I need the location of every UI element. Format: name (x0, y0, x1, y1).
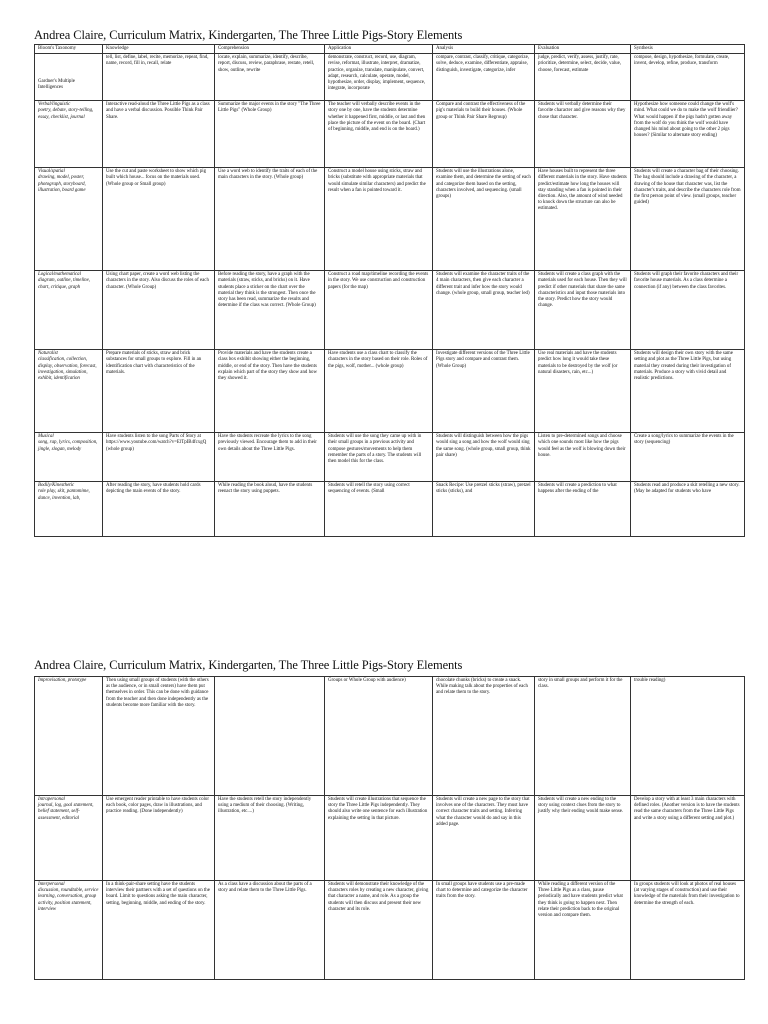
header-evaluation: Evaluation (535, 45, 631, 54)
cell-analysis: Investigate different versions of the Three Little Pigs story and compare and contrast them. (Whole Group) (433, 350, 535, 433)
cell-comprehension: Use a word web to identify the traits of each of the main characters in the story. (Whole group) (215, 168, 325, 271)
cell-synthesis: Students will design their own story with the same setting and plot as the Three Little Pigs, but using material they created during their investigation of materials. Produce a story with vivid detail and realistic predictions. (631, 350, 745, 433)
cell-application: Construct a road map/timeline recording the events in the story. We use construction and construction papers (for the map) (325, 271, 433, 350)
curriculum-matrix-table (34, 44, 745, 537)
cell-synthesis: Create a song/lyrics to summarize the events in the story (sequencing) (631, 433, 745, 482)
cell-analysis: Students will create a new page to the story that involves one of the characters. They must have correct character traits and setting. Inferring what the character would do and say in this added page. (433, 796, 535, 881)
verbs-analysis: compare, contrast, classify, critique, categorize, solve, deduce, examine, differentiate, appraise, distinguish, investigate, categorize, infer (433, 54, 535, 101)
header-taxonomy: Bloom's Taxonomy (35, 45, 103, 54)
curriculum-matrix-table (34, 676, 745, 980)
cell-evaluation: story in small groups and perform it for the class. (535, 677, 631, 796)
cell-knowledge: Then using small groups of students (with the others as the audience, or in small centers) have them put themselves in order. This can be done with guidance from the teacher and then done independently as the students become more familiar with the story. (103, 677, 215, 796)
cell-comprehension: Have the students recreate the lyrics to the song previously viewed. Encourage them to add in their own details about the Three Little Pigs. (215, 433, 325, 482)
cell-knowledge: Prepare materials of sticks, straw and brick substances for small groups to explore. Fill in an identification chart with characteristics of the materials. (103, 350, 215, 433)
intelligence-label: Interpersonal discussion, roundtable, service learning, conversation, group activity, position statement, interview (35, 881, 103, 980)
cell-knowledge: Interactive read-aloud the Three Little Pigs as a class and have a verbal discussion. Possible Think Pair Share. (103, 101, 215, 168)
table-row (35, 796, 745, 881)
cell-analysis: Students will distinguish between how the pigs would sing a song and how the wolf would sing the same song. (whole group, small group, think pair share) (433, 433, 535, 482)
table-row (35, 433, 745, 482)
intelligence-label: Improvisation, prototype (35, 677, 103, 796)
cell-comprehension (215, 677, 325, 796)
header-application: Application (325, 45, 433, 54)
cell-analysis: Compare and contrast the effectiveness of the pig's materials to build their houses. (Whole group or Think Pair Share Regroup) (433, 101, 535, 168)
header-row (35, 45, 745, 54)
cell-comprehension: Provide materials and have the students create a class box exhibit showing either the beginning, middle, or end of the story. Then have the students explain which part of the story they show and how they showed it. (215, 350, 325, 433)
cell-comprehension: Have the students retell the story independently using a medium of their choosing. (Writing, illustration, etc....) (215, 796, 325, 881)
header-analysis: Analysis (433, 45, 535, 54)
cell-knowledge: Use emergent reader printable to have students color each book, color pages, draw in illustrations, and practice reading. (Done independently) (103, 796, 215, 881)
cell-analysis: Snack Recipe: Use pretzel sticks (straw), pretzel sticks (sticks), and (433, 482, 535, 537)
verbs-comprehension: locate, explain, summarize, identify, describe, report, discuss, review, paraphrase, restate, retell, show, outline, rewrite (215, 54, 325, 101)
cell-application: The teacher will verbally describe events in the story one by one, have the students determine whether it happened first, middle, or last and then place the picture of the event on the board. (Chart of beginning, middle, and end is on the board.) (325, 101, 433, 168)
cell-synthesis: Students will graph their favorite characters and their favorite house materials. As a class determine a connection (if any) between the class favorites. (631, 271, 745, 350)
table-row (35, 101, 745, 168)
header-synthesis: Synthesis (631, 45, 745, 54)
cell-knowledge: Using chart paper, create a word web listing the characters in the story. Also discuss the roles of each character. (Whole Group) (103, 271, 215, 350)
cell-evaluation: Use real materials and have the students predict how long it would take these materials to be destroyed by the wolf (or natural disasters, rain, etc...) (535, 350, 631, 433)
document-page-2 (0, 640, 768, 1024)
header-knowledge: Knowledge (103, 45, 215, 54)
verbs-application: demonstrate, construct, record, use, diagram, revise, reformat, illustrate, interpret, dramatize, practice, organize, translate, manipulate, convert, adapt, research, calculate, operate, model, hypothesize, order, display, implement, sequence, integrate, incorporate (325, 54, 433, 101)
cell-evaluation: Students will create a new ending to the story using context clues from the story to justify why their ending would make sense. (535, 796, 631, 881)
cell-application: Students will use the song they came up with in their small groups in a previous activity and compose gestures/movements to help them remember the parts of a story. The students will then model this for the class. (325, 433, 433, 482)
cell-knowledge (103, 433, 215, 482)
cell-comprehension: Before reading the story, have a graph with the materials (straw, sticks, and bricks) on it. Have students place a sticker on the chart over the material they think is the strongest. Then once the story has been read, summarize the results and determine if the class was correct. (Whole Group) (215, 271, 325, 350)
cell-synthesis: trouble reading) (631, 677, 745, 796)
cell-knowledge: After reading the story, have students hold cards depicting the main events of the story. (103, 482, 215, 537)
cell-comprehension: While reading the book aloud, have the students reenact the story using puppets. (215, 482, 325, 537)
cell-knowledge: Use the cut and paste worksheet to show which pig built which house... focus on the materials used. (Whole group or Small group) (103, 168, 215, 271)
table-row (35, 271, 745, 350)
intelligence-label: Intrapersonal journal, log, goal statement, belief statement, self-assessment, editorial (35, 796, 103, 881)
cell-comprehension: As a class have a discussion about the parts of a story and relate them to the Three Little Pigs. (215, 881, 325, 980)
cell-application: Students will create illustrations that sequence the story the Three Little Pigs independently. They should also write one sentence for each illustration explaining the setting in that picture. (325, 796, 433, 881)
intelligence-label: Naturalist classification, collection, display, observation, forecast, investigation, simulation, exhibit, identification (35, 350, 103, 433)
cell-application: Construct a model house using sticks, straw and bricks (substitute with appropriate materials that would simulate similar characters) and predict the result when a fan is pointed toward it. (325, 168, 433, 271)
cell-synthesis: Students read and produce a skit retelling a new story. (May be adapted for students who have (631, 482, 745, 537)
gardner-label: Gardner's Multiple Intelligences (35, 54, 103, 101)
intelligence-label: Logical/mathematical diagram, outline, timeline, chart, critique, graph (35, 271, 103, 350)
verbs-evaluation: judge, predict, verify, assess, justify, rate, prioritize, determine, select, decide, value, choose, forecast, estimate (535, 54, 631, 101)
song-link[interactable]: Have students listen to the song Parts of Story at https://www.youtube.com/watch?v=ElTpIB4fcxgQ (whole group) (106, 434, 207, 452)
header-comprehension: Comprehension (215, 45, 325, 54)
cell-analysis: Students will examine the character traits of the 4 main characters, then give each character a different trait and infer how the story would change. (whole group, small group, teacher led) (433, 271, 535, 350)
cell-knowledge: In a think-pair-share setting have the students interview their partners with a set of questions on the board. Limit to questions asking the main character, setting, beginning, middle, and ending of the story. (103, 881, 215, 980)
cell-evaluation: While reading a different version of the Three Little Pigs as a class, pause periodically and have students predict what they think is going to happen next. Then relate their prediction back to the original version and compare them. (535, 881, 631, 980)
cell-application: Students will demonstrate their knowledge of the characters roles by creating a new character, giving that character a name, and role. As a group the students will then discuss and present their new character and its role. (325, 881, 433, 980)
cell-synthesis: Develop a story with at least 3 main characters with defined roles. (Another version is to have the students read the same characters from the Three Little Pigs and write a story using a different setting and plot.) (631, 796, 745, 881)
table-row (35, 482, 745, 537)
table-row (35, 168, 745, 271)
intelligence-label: Verbal/linguistic poetry, debate, story-telling, essay, checklist, journal (35, 101, 103, 168)
table-row (35, 677, 745, 796)
intelligence-label: Musical song, rap, lyrics, composition, jingle, slogan, melody (35, 433, 103, 482)
verbs-row (35, 54, 745, 101)
verbs-synthesis: compose, design, hypothesize, formulate, create, invent, develop, refine, produce, transform (631, 54, 745, 101)
cell-application: Students will retell the story using correct sequencing of events. (Small (325, 482, 433, 537)
cell-comprehension: Summarize the major events in the story "The Three Little Pigs" (Whole Group) (215, 101, 325, 168)
cell-application: Have students use a class chart to classify the characters in the story based on their role. Roles of the pigs, wolf, mother... (whole group) (325, 350, 433, 433)
cell-evaluation: Students will verbally determine their favorite character and give reasons why they chose that character. (535, 101, 631, 168)
cell-evaluation: Have houses built to represent the three different materials in the story. Have students predict/estimate how long the houses will stay standing when a fan is pointed in their direction. Also, the amount of wind needed to knock down the structure can also be estimated. (535, 168, 631, 271)
cell-application: Groups or Whole Group with audience) (325, 677, 433, 796)
cell-analysis: In small groups have students use a pre-made chart to determine and categorize the character traits from the story. (433, 881, 535, 980)
verbs-knowledge: tell, list, define, label, recite, memorize, repeat, find, name, record, fill in, recall, relate (103, 54, 215, 101)
cell-synthesis: In groups students will look at photos of real houses (at varying stages of construction) and use their knowledge of the materials from their investigation to determine the strength of each. (631, 881, 745, 980)
cell-evaluation: Students will create a prediction to what happens after the ending of the (535, 482, 631, 537)
cell-analysis: chocolate chunks (bricks) to create a snack. While making talk about the properties of each and relate them to the story. (433, 677, 535, 796)
page-title: Andrea Claire, Curriculum Matrix, Kindergarten, The Three Little Pigs-Story Elements (34, 658, 463, 672)
intelligence-label: Visual/spatial drawing, model, poster, photograph, storyboard, illustration, board game (35, 168, 103, 271)
cell-evaluation: Listen to pre-determined songs and choose which one sounds most like how the pigs would feel as the wolf is blowing down their house. (535, 433, 631, 482)
table-row (35, 350, 745, 433)
cell-synthesis: Hypothesize how someone could change the wolf's mind. What could we do to make the wolf friendlier? What would happen if the pigs hadn't gotten away from the wolf do you think the wolf would have changed his mind about going to the other 2 pigs houses? (Similar to alternate story ending) (631, 101, 745, 168)
cell-analysis: Students will use the illustrations alone, examine them, and determine the setting of each and categorize them based on the setting, characters involved, and sequencing. (small groups) (433, 168, 535, 271)
cell-synthesis: Students will create a character bag of their choosing. The bag should include a drawing of the character, a drawing of the house that character was, list the character's traits, and describe the characters role from the first person point of view. (small groups, teacher guided) (631, 168, 745, 271)
cell-evaluation: Students will create a class graph with the materials used for each house. Then they will predict if other materials that share the same characteristics and input those materials into the story. Predict how the story would change. (535, 271, 631, 350)
intelligence-label: Bodily/Kinesthetic role play, skit, pantomime, dance, invention, lab, (35, 482, 103, 537)
page-title: Andrea Claire, Curriculum Matrix, Kindergarten, The Three Little Pigs-Story Elements (34, 28, 463, 42)
table-row (35, 881, 745, 980)
